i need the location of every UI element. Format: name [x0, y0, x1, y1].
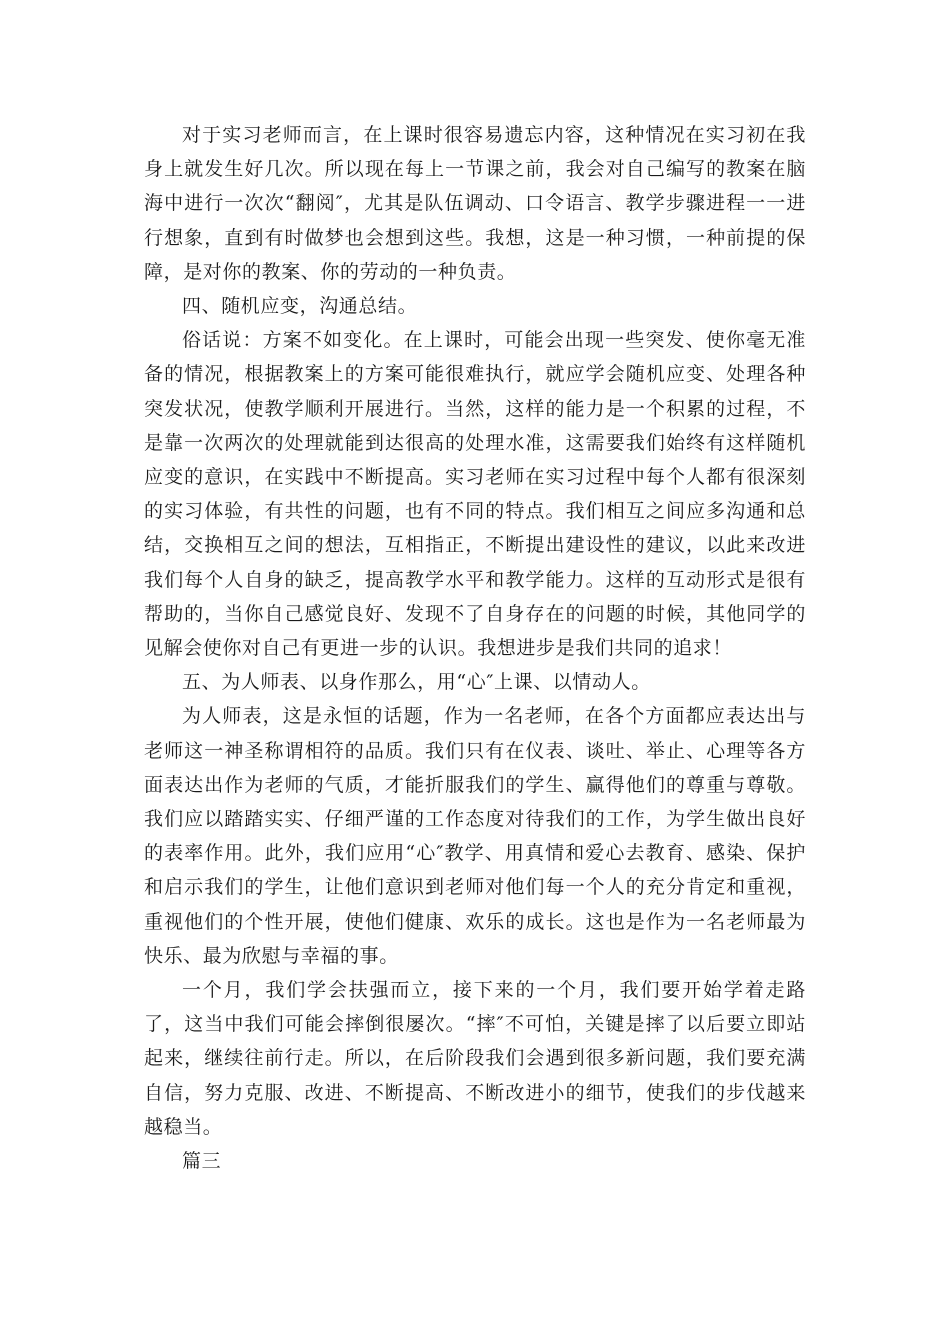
section-heading-five: 五、为人师表、以身作那么，用“心″上课、以情动人。	[182, 671, 651, 694]
paragraph-on-forgetting-content: 对于实习老师而言，在上课时很容易遗忘内容，这种情况在实习初在我身上就发生好几次。所以现在每上一节课之前，我会对自己编写的教案在脑海中进行一次次“翻阅″，尤其是队伍调动、口令语言、教学步骤进程一一进行想象，直到有时做梦也会想到这些。我想，这是一种习惯，一种前提的保障，是对你的教案、你的劳动的一种负责。	[144, 124, 806, 283]
paragraph-on-role-model: 为人师表，这是永恒的话题，作为一名老师，在各个方面都应表达出与老师这一神圣称谓相符的品质。我们只有在仪表、谈吐、举止、心理等各方面表达出作为老师的气质，才能折服我们的学生、赢得他们的尊重与尊敬。我们应以踏踏实实、仔细严谨的工作态度对待我们的工作，为学生做出良好的表率作用。此外，我们应用“心″教学、用真情和爱心去教育、感染、保护和启示我们的学生，让他们意识到老师对他们每一个人的充分肯定和重视，重视他们的个性开展，使他们健康、欢乐的成长。这也是作为一名老师最为快乐、最为欣慰与幸福的事。	[144, 705, 806, 967]
document-page	[144, 118, 806, 1178]
paragraph-on-adapting: 俗话说：方案不如变化。在上课时，可能会出现一些突发、使你毫无准备的情况，根据教案上的方案可能很难执行，就应学会随机应变、处理各种突发状况，使教学顺利开展进行。当然，这样的能力是一个积累的过程，不是靠一次两次的处理就能到达很高的处理水准，这需要我们始终有这样随机应变的意识，在实践中不断提高。实习老师在实习过程中每个人都有很深刻的实习体验，有共性的问题，也有不同的特点。我们相互之间应多沟通和总结，交换相互之间的想法，互相指正，不断提出建设性的建议，以此来改进我们每个人自身的缺乏，提高教学水平和教学能力。这样的互动形式是很有帮助的，当你自己感觉良好、发现不了自身存在的问题的时候，其他同学的见解会使你对自己有更进一步的认识。我想进步是我们共同的追求！	[144, 329, 806, 660]
paragraph-on-one-month: 一个月，我们学会扶强而立，接下来的一个月，我们要开始学着走路了，这当中我们可能会摔倒很屡次。“摔″不可怕，关键是摔了以后要立即站起来，继续往前行走。所以，在后阶段我们会遇到很多新问题，我们要充满自信，努力克服、改进、不断提高、不断改进小的细节，使我们的步伐越来越稳当。	[144, 979, 806, 1138]
section-heading-four: 四、随机应变，沟通总结。	[182, 295, 418, 318]
section-heading-part-three: 篇三	[182, 1150, 222, 1173]
